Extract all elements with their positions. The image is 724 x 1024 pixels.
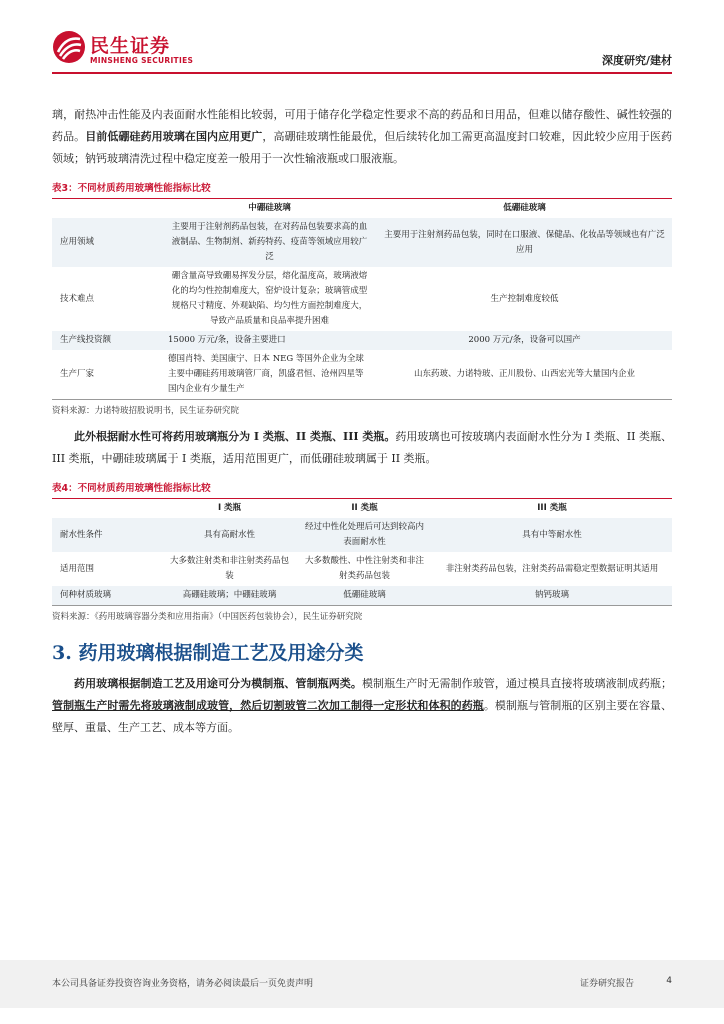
table-cell: 高硼硅玻璃；中硼硅玻璃 (162, 586, 297, 606)
report-category: 深度研究/建材 (601, 54, 672, 67)
table-row (52, 267, 672, 331)
table-cell: 低硼硅玻璃 (297, 586, 432, 606)
header-divider (52, 72, 672, 74)
table3-header-cell (52, 199, 162, 218)
page-header (0, 0, 724, 80)
table4-header-cell: III 类瓶 (537, 503, 567, 513)
table3-source: 资料来源：力诺特玻招股说明书，民生证券研究院 (52, 406, 240, 416)
section3-heading: 3. 药用玻璃根据制造工艺及用途分类 (52, 642, 364, 664)
table-row (52, 218, 672, 267)
table-cell: 何种材质玻璃 (52, 586, 162, 606)
table-cell: 具有中等耐水性 (432, 518, 672, 552)
table3-header-row (52, 199, 672, 218)
table-cell: 主要用于注射剂药品包装，同时在口服液、保健品、化妆品等领域也有广泛应用 (377, 218, 672, 267)
table-cell: 钠钙玻璃 (432, 586, 672, 606)
table-row (52, 350, 672, 400)
logo-mark-icon (52, 30, 86, 64)
section3-text-b: 模制瓶生产时无需制作玻管，通过模具直接将玻璃液制成药瓶； (361, 677, 673, 690)
table-cell: 技术难点 (52, 267, 162, 331)
footer-disclaimer: 本公司具备证券投资咨询业务资格，请务必阅读最后一页免责声明 (52, 979, 314, 989)
table3 (52, 199, 672, 400)
table4-header-cell (52, 499, 162, 518)
middle-text: 药用玻璃也可按玻璃内表面耐水性分为 I 类瓶、II 类瓶、III 类瓶，中硼硅玻璃属于 I 类瓶，适用范围更广，而低硼硅玻璃属于 II 类瓶。 (52, 430, 672, 465)
middle-text-bold: 此外根据耐水性可将药用玻璃瓶分为 I 类瓶、II 类瓶、III 类瓶。 (74, 430, 396, 443)
table3-header-cell: 低硼硅玻璃 (503, 203, 546, 213)
section3-text-bold: 药用玻璃根据制造工艺及用途可分为模制瓶、管制瓶两类。 (74, 677, 362, 690)
logo-text-en: MINSHENG SECURITIES (90, 56, 194, 65)
section3-paragraph (52, 673, 672, 739)
intro-text-c: ，高硼硅玻璃性能最优，但后续转化加工需更高温度封口较难，因此较少应用于医药领域；钠钙玻璃清洗过程中稳定度差一般用于一次性输液瓶或口服液瓶。 (52, 130, 673, 165)
table3-header-cell: 中硼硅玻璃 (248, 203, 291, 213)
table-cell: 德国肖特、美国康宁、日本 NEG 等国外企业为全球主要中硼硅药用玻璃管厂商，凯盛君恒、沧州四星等国内企业有少量生产 (162, 350, 377, 400)
table-row (52, 552, 672, 586)
table4-header-cell: I 类瓶 (217, 503, 242, 513)
table-cell: 生产厂家 (52, 350, 162, 400)
table-cell: 应用领域 (52, 218, 162, 267)
table-cell: 具有高耐水性 (162, 518, 297, 552)
intro-text-a: 璃，耐热冲击性能及内表面耐水性能相比较弱，可用于储存化学稳定性要求不高的药品和日用品，但难以储存酸性、碱性较强的药品。 (52, 108, 672, 143)
intro-paragraph (52, 104, 672, 170)
table-cell: 适用范围 (52, 552, 162, 586)
table-cell: 生产线投资额 (52, 331, 162, 350)
table-cell: 主要用于注射剂药品包装，在对药品包装要求高的血液制品、生物制剂、新药特药、疫苗等领域应用较广泛 (162, 218, 377, 267)
table4 (52, 499, 672, 606)
logo (52, 30, 202, 72)
table-cell: 大多数酸性、中性注射类和非注射类药品包装 (297, 552, 432, 586)
table-row (52, 586, 672, 606)
logo-text-cn: 民生证券 (90, 35, 171, 57)
page-content (52, 104, 672, 739)
table4-header-row (52, 499, 672, 518)
table3-title: 表3：不同材质药用玻璃性能指标比较 (52, 180, 672, 199)
table-cell: 硼含量高导致硼易挥发分层，熔化温度高，玻璃液熔化的均匀性控制难度大，窑炉设计复杂；玻璃管成型规格尺寸精度、外观缺陷、均匀性方面控制难度大，导致产品质量和良品率提升困难 (162, 267, 377, 331)
table-row (52, 331, 672, 350)
table-row (52, 518, 672, 552)
intro-text-bold: 目前低硼硅药用玻璃在国内应用更广 (85, 130, 263, 143)
table-cell: 大多数注射类和非注射类药品包装 (162, 552, 297, 586)
page-footer (0, 960, 724, 1024)
footer-doc-type: 证券研究报告 (579, 979, 634, 989)
table4-source: 资料来源：《药用玻璃容器分类和应用指南》（中国医药包装协会），民生证券研究院 (52, 612, 363, 622)
table4-title: 表4：不同材质药用玻璃性能指标比较 (52, 480, 672, 499)
table-cell: 生产控制难度较低 (377, 267, 672, 331)
table-cell: 山东药玻、力诺特玻、正川股份、山西宏光等大量国内企业 (377, 350, 672, 400)
middle-paragraph (52, 426, 672, 470)
table-cell: 耐水性条件 (52, 518, 162, 552)
table-cell: 非注射类药品包装，注射类药品需稳定型数据证明其适用 (432, 552, 672, 586)
table-cell: 经过中性化处理后可达到较高内表面耐水性 (297, 518, 432, 552)
table-cell: 2000 万元/条，设备可以国产 (377, 331, 672, 350)
section3-text-d: 。模制瓶与管制瓶的区别主要在容量、壁厚、重量、生产工艺、成本等方面。 (52, 699, 673, 734)
table-cell: 15000 万元/条，设备主要进口 (162, 331, 377, 350)
page-number: 4 (666, 976, 672, 986)
section3-text-underlined: 管制瓶生产时需先将玻璃液制成玻管，然后切割玻管二次加工制得一定形状和体积的药瓶 (52, 699, 484, 712)
table4-header-cell: II 类瓶 (351, 503, 378, 513)
